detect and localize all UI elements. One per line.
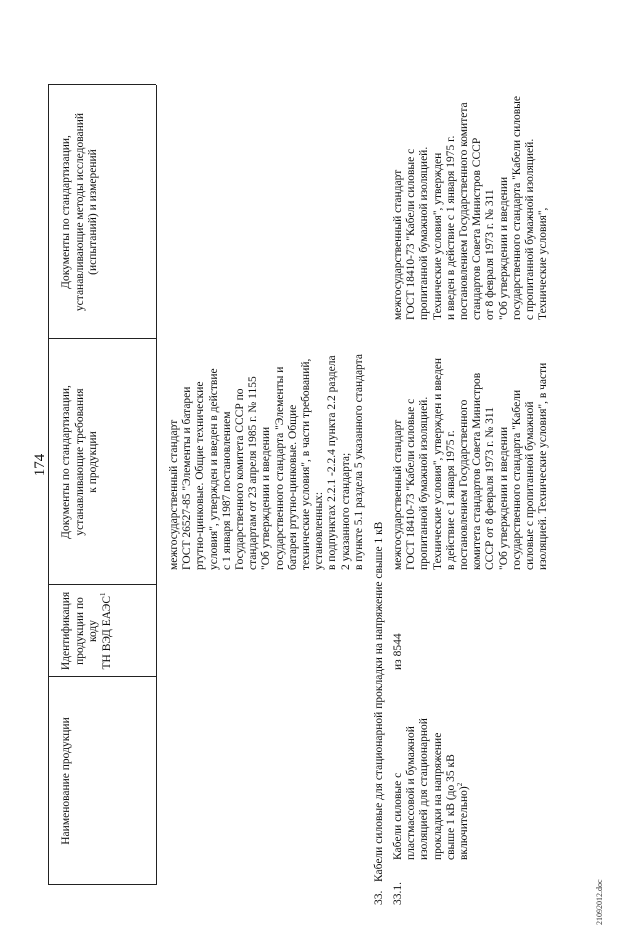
section-number: 33. (373, 890, 385, 905)
row-33-1-requirement-standard: межгосударственный стандарт ГОСТ 18410-73 "Кабели силовые с пропитанной бумажной изоляцией. Технические условия", утвержден и введен в действие с 1 января 1975 г. постановлением Государственного комитета стандартов Совета Министров СССР от 8 февраля 1973 г. № 311 "Об утверждении и введении государственного стандарта "Кабели силовые с пропитанной бумажной изоляцией. Технические условия", в части (392, 357, 550, 570)
header-test-method-standards: Документы по стандартизации, устанавливающие методы исследований (испытаний) и измерений (60, 112, 99, 312)
header-product-name: Наименование продукции (60, 717, 72, 845)
page-number: 174 (32, 453, 48, 477)
continuation-requirement-text: межгосударственный стандарт ГОСТ 26527-85 "Элементы и батареи ртутно-цинковые. Общие технические условия", утвержден и введен в действие с 1 января 1987 постановлением Государственного комитета СССР по стандартам от 23 апреля 1985 г. № 1155 "Об утверждении и введении государственного стандарта "Элементы и батареи ртутно-цинковые. Общие технические условия", в части требований, установленных: в подпунктах 2.2.1 -2.2.4 пункта 2.2 раздела 2 указанного стандарта; в пункте 5.1 раздела 5 указанного стандарта (168, 354, 365, 570)
section-33-heading (373, 522, 386, 905)
table-header-bottom-border (156, 85, 157, 885)
header-requirement-standards: Документы по стандартизации, устанавливающие требования к продукции (60, 385, 99, 539)
rotated-document-page (32, 65, 604, 925)
row-33-1-number: 33.1. (392, 882, 404, 905)
table-top-border (48, 85, 49, 885)
header-tn-ved-code: Идентификация продукции по коду ТН ВЭД ЕАЭС$^1$ (60, 591, 113, 671)
section-title: Кабели силовые для стационарной прокладки на напряжение свыше 1 кВ (373, 521, 385, 882)
row-33-1-tn-ved-code: из 8544 (392, 633, 404, 670)
row-33-1-test-method-standard: межгосударственный стандарт ГОСТ 18410-73 "Кабели силовые с пропитанной бумажной изоляцией. Технические условия", утвержден и введен в действие с 1 января 1975 г. постановлением Государственного комитета стандартов Совета Министров СССР от 8 февраля 1973 г. № 311 "Об утверждении и введении государственного стандарта "Кабели силовые с пропитанной бумажной изоляцией. Технические условия", (392, 96, 550, 320)
row-33-1-product-name: Кабели силовые с пластмассовой и бумажной изоляцией для стационарной прокладки на напряжение свыше 1 кВ (до 35 кВ включительно)$^2$ (392, 718, 471, 860)
document-file-reference: 21092012.doc (595, 879, 604, 925)
